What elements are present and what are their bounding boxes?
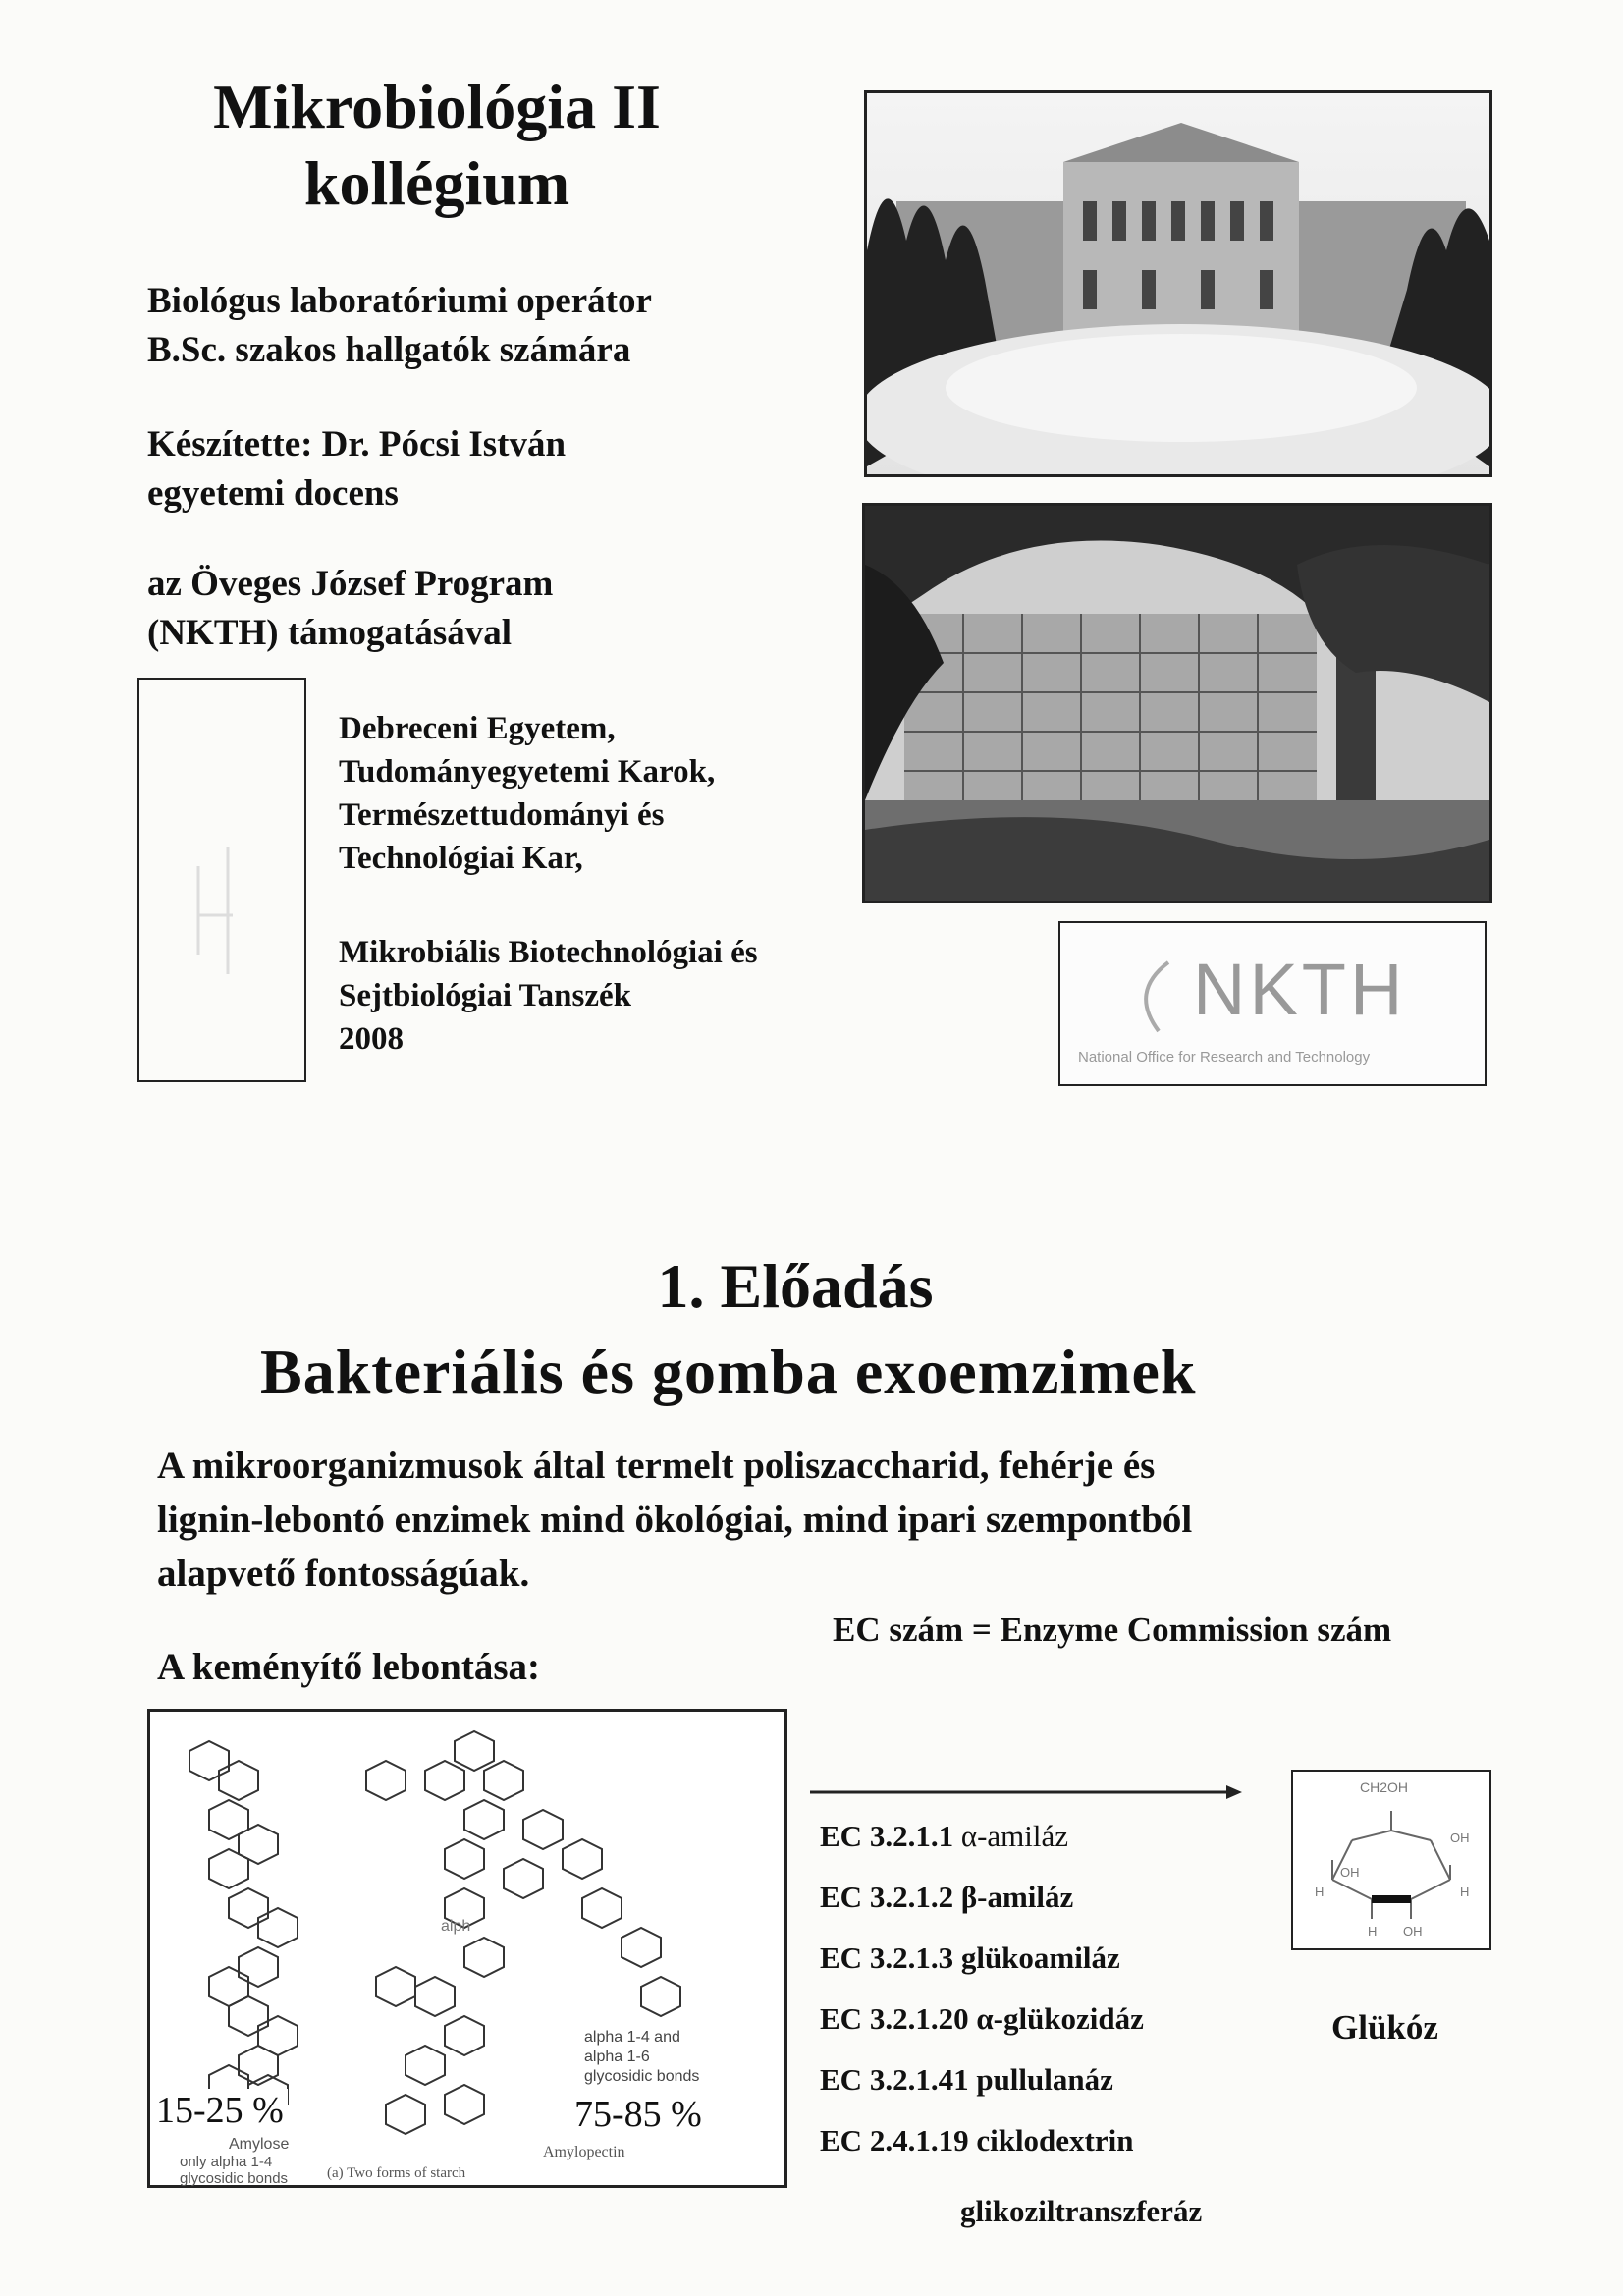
audience-line1: Biológus laboratóriumi operátor (147, 281, 652, 321)
university-logo-frame (137, 678, 306, 1082)
amylose-chain (189, 1741, 298, 2114)
glucose-h-right: H (1460, 1885, 1470, 1899)
photo-main-building (864, 90, 1492, 477)
department-line2: Sejtbiológiai Tanszék (339, 978, 631, 1013)
glucose-label: Glükóz (1331, 2008, 1438, 2047)
enzyme-item: EC 3.2.1.41 pullulanáz (820, 2062, 1113, 2097)
glucose-structure-box (1291, 1770, 1491, 1950)
arrow-icon (810, 1782, 1242, 1802)
author-line2: egyetemi docens (147, 473, 399, 514)
department-block (339, 931, 889, 1061)
course-title-line1: Mikrobiológia II (213, 72, 661, 141)
support-block (147, 560, 854, 658)
enzyme-list (820, 1817, 1232, 2182)
starch-heading: A keményítő lebontása: (157, 1646, 540, 1688)
figure-caption: (a) Two forms of starch (327, 2165, 466, 2181)
starch-figure (147, 1709, 787, 2188)
course-title-line2: kollégium (303, 148, 570, 218)
enzyme-extra: glikoziltranszferáz (960, 2194, 1203, 2228)
institution-line3: Természettudományi és (339, 797, 665, 833)
course-title (137, 69, 736, 222)
enzyme-item: EC 3.2.1.20 α-glükozidáz (820, 2001, 1144, 2036)
nkth-logo-box (1058, 921, 1487, 1086)
amylopectin-percent: 75-85 % (570, 2093, 706, 2136)
lecture-title: Bakteriális és gomba exoemzimek (260, 1337, 1197, 1406)
audience-block (147, 277, 854, 375)
enzyme-item: EC 3.2.1.3 glükoamiláz (820, 1941, 1120, 1975)
audience-line2: B.Sc. szakos hallgatók számára (147, 330, 631, 370)
intro-line3: alapvető fontosságúak. (157, 1553, 530, 1595)
photo-glass-building (862, 503, 1492, 903)
amylose-sub2: glycosidic bonds (180, 2170, 289, 2187)
glucose-ring-drawing (1293, 1772, 1489, 1948)
amylose-sub1: only alpha 1-4 (180, 2154, 273, 2170)
amylose-label: Amylose (229, 2136, 290, 2153)
glucose-oh-right: OH (1450, 1831, 1470, 1845)
department-year: 2008 (339, 1021, 404, 1057)
intro-line2: lignin-lebontó enzimek mind ökológiai, mind ipari szempontból (157, 1499, 1193, 1541)
institution-line4: Technológiai Kar, (339, 841, 583, 876)
university-logo-faint-icon (139, 680, 304, 1080)
nkth-logo-text: NKTH (1193, 949, 1407, 1030)
glucose-h-left: H (1315, 1885, 1325, 1899)
lecture-number: 1. Előadás (657, 1251, 934, 1321)
amylopectin-label: Amylopectin (543, 2144, 625, 2160)
amylose-sublabel (180, 2154, 288, 2187)
bond-line3: glycosidic bonds (584, 2068, 700, 2085)
author-line1: Készítette: Dr. Pócsi István (147, 424, 567, 465)
author-block (147, 420, 854, 519)
intro-paragraph (157, 1439, 1532, 1601)
glucose-h-bottom: H (1368, 1924, 1378, 1939)
intro-line1: A mikroorganizmusok által termelt poliszaccharid, fehérje és (157, 1445, 1156, 1487)
alpha-label: alph (441, 1918, 471, 1935)
bond-line1: alpha 1-4 and (584, 2029, 680, 2046)
glucose-oh-bottom: OH (1403, 1924, 1423, 1939)
ec-note: EC szám = Enzyme Commission szám (833, 1611, 1392, 1649)
nkth-caption: National Office for Research and Technology (1078, 1049, 1371, 1066)
institution-line1: Debreceni Egyetem, (339, 711, 616, 746)
glucose-ch2oh: CH2OH (1360, 1779, 1409, 1795)
department-line1: Mikrobiális Biotechnológiai és (339, 935, 758, 970)
institution-block (339, 707, 889, 880)
enzyme-item: EC 2.4.1.19 ciklodextrin (820, 2123, 1134, 2158)
bond-line2: alpha 1-6 (584, 2049, 650, 2065)
enzyme-item: EC 3.2.1.2 β-amiláz (820, 1880, 1074, 1914)
glucose-oh-left: OH (1340, 1865, 1360, 1880)
institution-line2: Tudományegyetemi Karok, (339, 754, 716, 790)
support-line2: (NKTH) támogatásával (147, 613, 512, 653)
support-line1: az Öveges József Program (147, 564, 554, 604)
enzyme-item: EC 3.2.1.1 α-amiláz (820, 1819, 1069, 1853)
amylose-percent: 15-25 % (152, 2089, 288, 2132)
bond-note (584, 2028, 699, 2087)
nkth-logo-icon (1119, 953, 1188, 1041)
